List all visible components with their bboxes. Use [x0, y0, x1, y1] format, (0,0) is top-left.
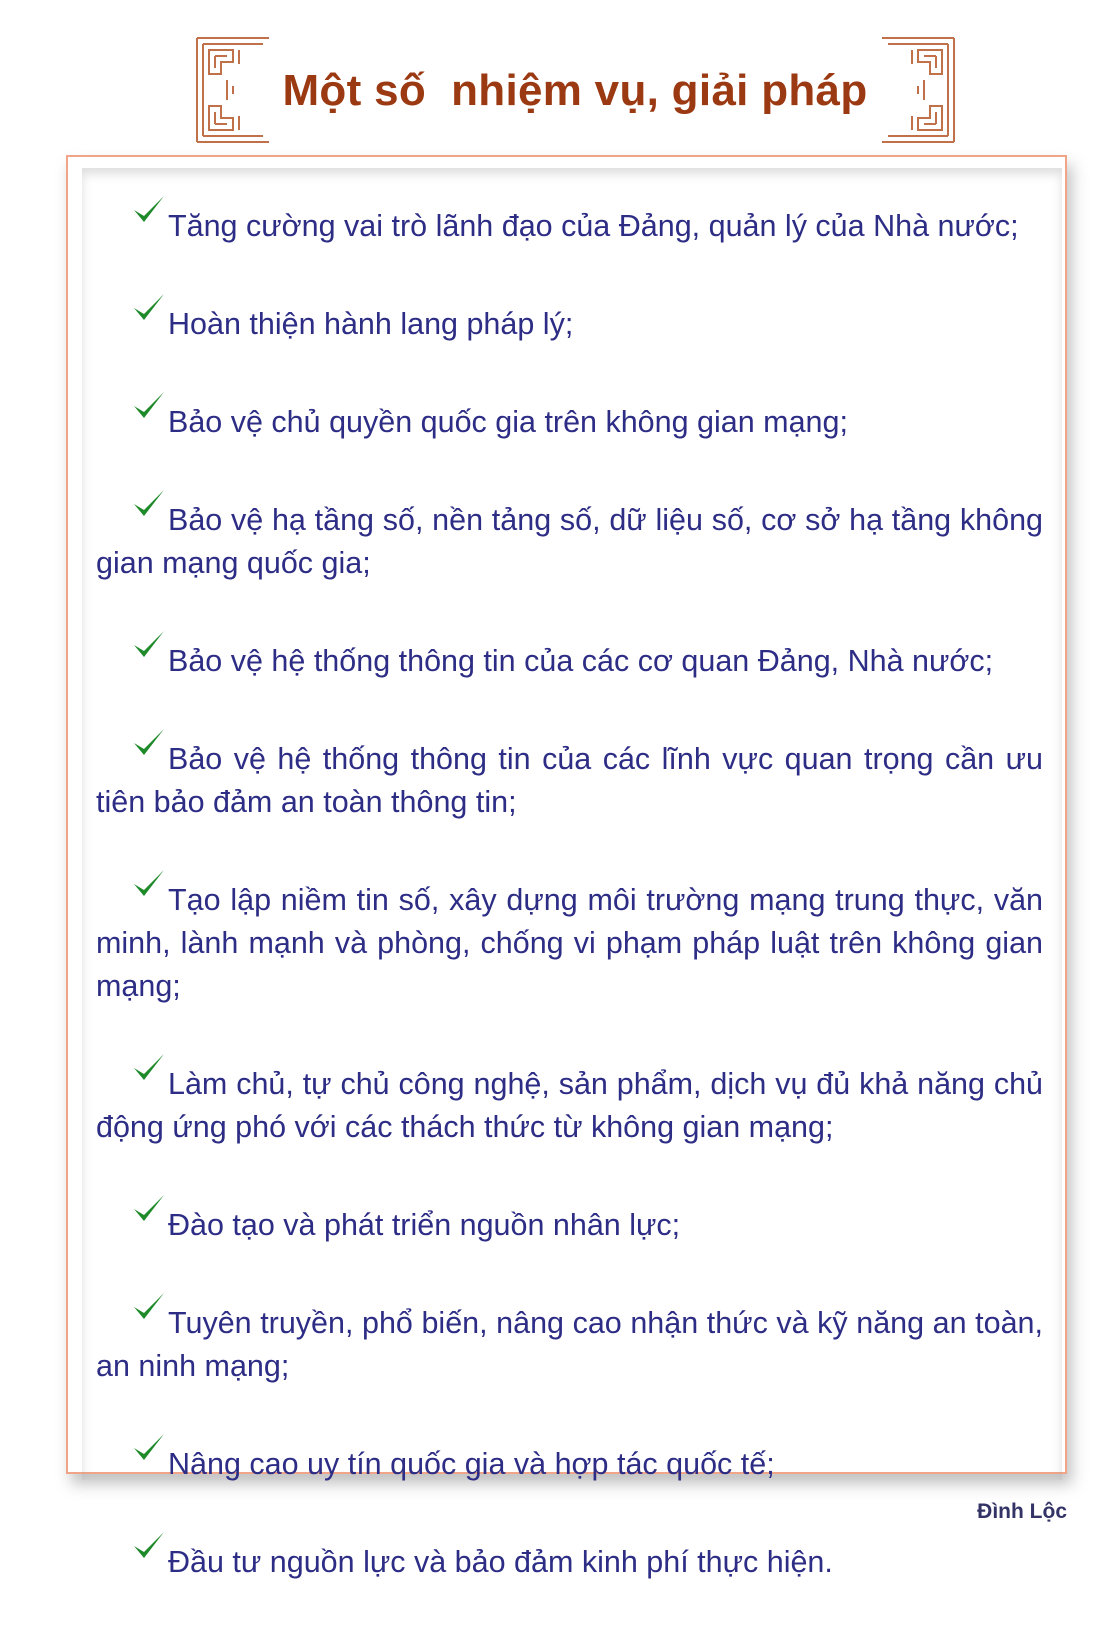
- item-text: Nâng cao uy tín quốc gia và hợp tác quốc tế;: [168, 1447, 775, 1481]
- list-item: [96, 388, 1043, 444]
- list-item: [96, 627, 1043, 683]
- item-text: Tuyên truyền, phổ biến, nâng cao nhận thức và kỹ năng an toàn, an ninh mạng;: [96, 1306, 1043, 1383]
- check-mark-icon: [132, 192, 166, 226]
- check-mark-icon: [132, 1528, 166, 1562]
- list-item: [96, 1050, 1043, 1149]
- check-mark-icon: [132, 725, 166, 759]
- check-mark-icon: [132, 1050, 166, 1084]
- item-text: Bảo vệ hệ thống thông tin của các lĩnh vực quan trọng cần ưu tiên bảo đảm an toàn thông tin;: [96, 742, 1043, 819]
- list-item: [96, 1528, 1043, 1584]
- list-item: [96, 1289, 1043, 1388]
- check-mark-icon: [132, 290, 166, 324]
- check-mark-icon: [132, 1289, 166, 1323]
- check-mark-icon: [132, 1191, 166, 1225]
- author-credit: Đình Lộc: [977, 1500, 1067, 1523]
- check-mark-icon: [132, 627, 166, 661]
- corner-ornament-icon: [878, 34, 958, 146]
- item-text: Tăng cường vai trò lãnh đạo của Đảng, quản lý của Nhà nước;: [168, 209, 1019, 243]
- list-item: [96, 192, 1043, 248]
- check-mark-icon: [132, 866, 166, 900]
- task-list: [96, 192, 1043, 1626]
- list-item: [96, 866, 1043, 1008]
- item-text: Hoàn thiện hành lang pháp lý;: [168, 307, 574, 341]
- item-text: Đào tạo và phát triển nguồn nhân lực;: [168, 1208, 681, 1242]
- item-text: Đầu tư nguồn lực và bảo đảm kinh phí thực hiện.: [168, 1545, 833, 1579]
- check-mark-icon: [132, 388, 166, 422]
- check-mark-icon: [132, 486, 166, 520]
- list-item: [96, 486, 1043, 585]
- title-banner: [0, 28, 1117, 150]
- item-text: Bảo vệ hệ thống thông tin của các cơ quan Đảng, Nhà nước;: [168, 644, 994, 678]
- list-item: [96, 290, 1043, 346]
- list-item: [96, 725, 1043, 824]
- item-text: Làm chủ, tự chủ công nghệ, sản phẩm, dịch vụ đủ khả năng chủ động ứng phó với các thách thức từ không gian mạng;: [96, 1067, 1043, 1144]
- list-item: [96, 1430, 1043, 1486]
- item-text: Tạo lập niềm tin số, xây dựng môi trường mạng trung thực, văn minh, lành mạnh và phòng, chống vi phạm pháp luật trên không gian mạng;: [96, 883, 1043, 1003]
- page-title: Một số nhiệm vụ, giải pháp: [282, 66, 868, 115]
- list-item: [96, 1191, 1043, 1247]
- check-mark-icon: [132, 1430, 166, 1464]
- item-text: Bảo vệ chủ quyền quốc gia trên không gian mạng;: [168, 405, 848, 439]
- item-text: Bảo vệ hạ tầng số, nền tảng số, dữ liệu số, cơ sở hạ tầng không gian mạng quốc gia;: [96, 503, 1043, 580]
